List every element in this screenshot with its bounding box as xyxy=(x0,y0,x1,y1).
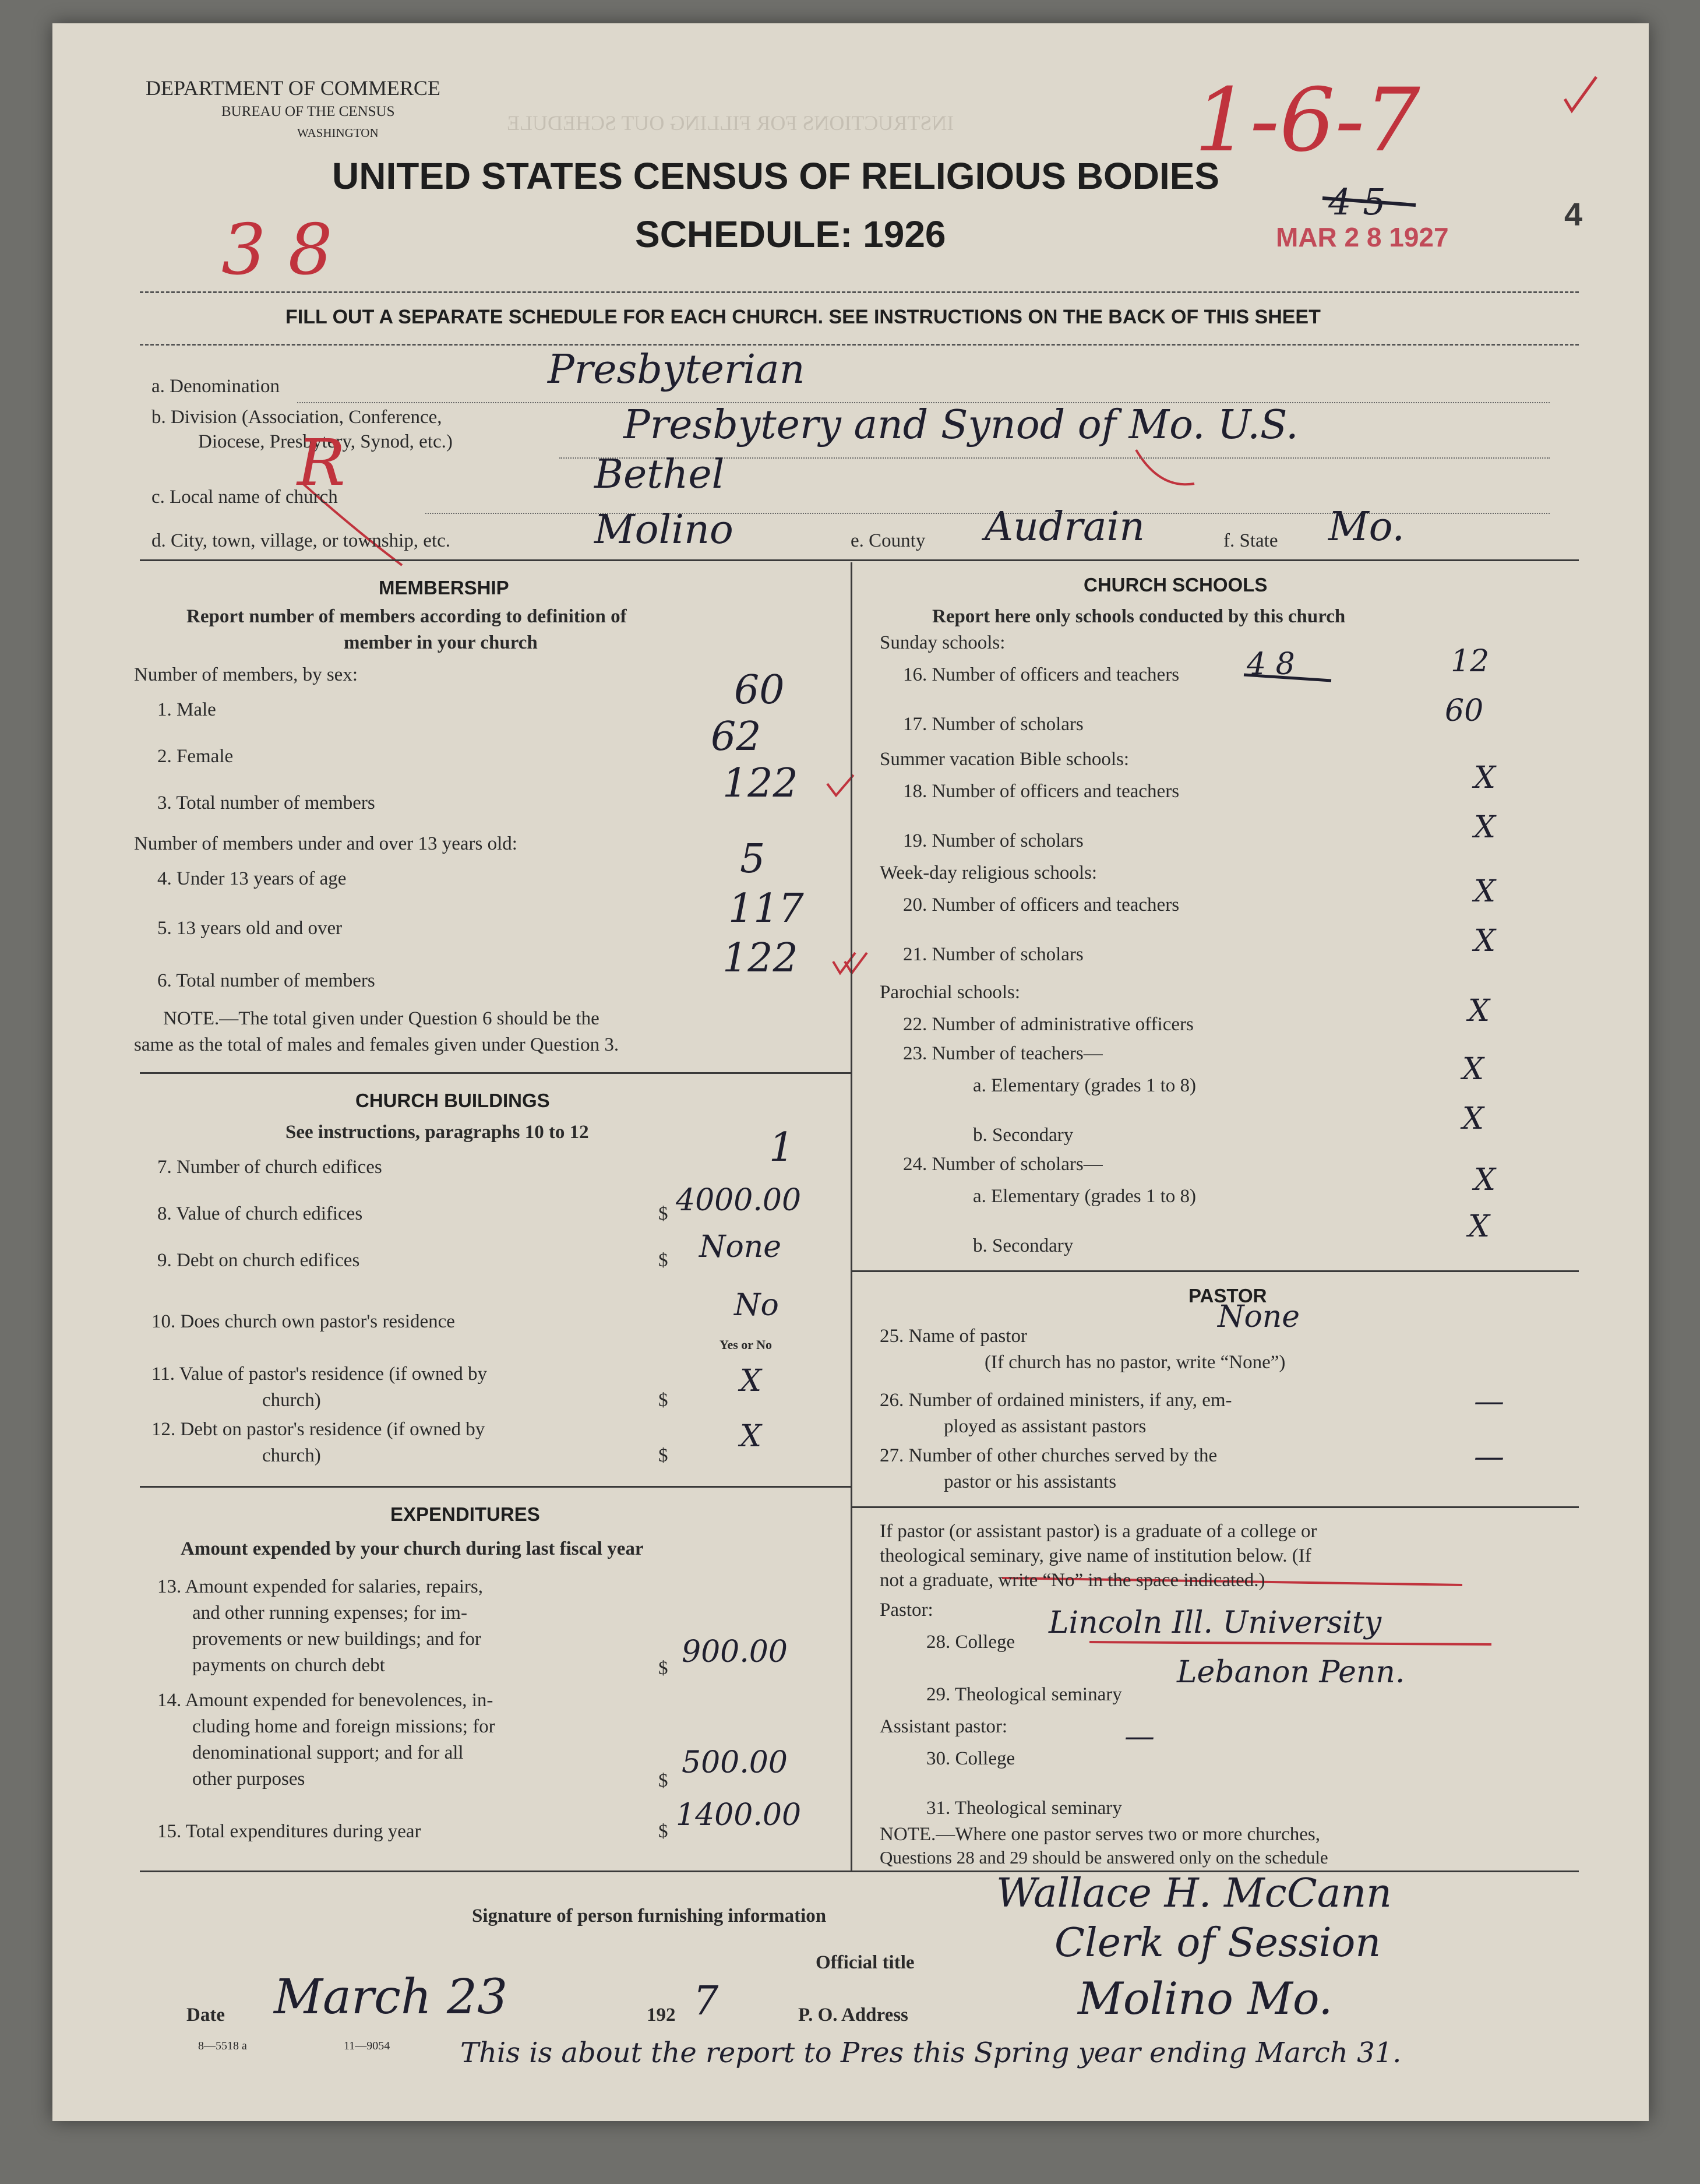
q13-value[interactable]: 900.00 xyxy=(682,1635,788,1669)
q17-label: 17. Number of scholars xyxy=(903,714,1084,735)
q24a-label: a. Elementary (grades 1 to 8) xyxy=(973,1186,1197,1207)
q9-value[interactable]: None xyxy=(699,1230,782,1264)
graduate-note-2: theological seminary, give name of institution below. (If xyxy=(880,1545,1311,1566)
q26-label-1: 26. Number of ordained ministers, if any, em- xyxy=(880,1390,1232,1411)
q16-struck-value: 4 8 xyxy=(1247,647,1295,682)
division-label-1: b. Division (Association, Conference, xyxy=(151,407,442,428)
corner-number: 4 xyxy=(1564,196,1583,233)
buildings-title: CHURCH BUILDINGS xyxy=(355,1090,550,1111)
q24-label: 24. Number of scholars— xyxy=(903,1154,1103,1175)
check-q3 xyxy=(827,775,853,795)
column-divider xyxy=(851,562,852,1871)
q13-label-1: 13. Amount expended for salaries, repairs, xyxy=(157,1576,484,1597)
q12-label-1: 12. Debt on pastor's residence (if owned by xyxy=(151,1419,485,1440)
red-division-underline xyxy=(1136,450,1194,484)
denomination-label: a. Denomination xyxy=(151,376,280,397)
q22-value[interactable]: X xyxy=(1468,994,1490,1028)
county-label: e. County xyxy=(851,530,926,551)
membership-note-2: same as the total of males and females given under Question 3. xyxy=(134,1034,619,1055)
q8-value[interactable]: 4000.00 xyxy=(676,1183,802,1218)
assistant-sub-label: Assistant pastor: xyxy=(880,1716,1008,1737)
q23a-value[interactable]: X xyxy=(1462,1052,1484,1087)
q24b-value[interactable]: X xyxy=(1468,1209,1490,1244)
date-value[interactable]: March 23 xyxy=(274,1970,508,2025)
q27-value[interactable]: — xyxy=(1474,1439,1504,1474)
q11-value[interactable]: X xyxy=(740,1364,762,1399)
q9-dollar: $ xyxy=(658,1250,668,1271)
po-address-value[interactable]: Molino Mo. xyxy=(1078,1972,1333,2024)
q29-value[interactable]: Lebanon Penn. xyxy=(1177,1655,1405,1690)
q30-value[interactable]: — xyxy=(1124,1719,1155,1754)
q26-value[interactable]: — xyxy=(1474,1384,1504,1419)
q23-label: 23. Number of teachers— xyxy=(903,1043,1103,1064)
identity-rule xyxy=(140,559,1579,561)
membership-note-1: NOTE.—The total given under Question 6 should be the xyxy=(163,1008,599,1029)
q15-dollar: $ xyxy=(658,1821,668,1842)
q1-label: 1. Male xyxy=(157,699,216,720)
hw-crossed-number: 4 5 xyxy=(1328,181,1386,223)
q10-value[interactable]: No xyxy=(734,1288,779,1323)
city-field-value[interactable]: Molino xyxy=(594,507,733,553)
q5-label: 5. 13 years old and over xyxy=(157,918,343,939)
po-address-label: P. O. Address xyxy=(798,2005,908,2026)
q9-label: 9. Debt on church edifices xyxy=(157,1250,360,1271)
q6-value[interactable]: 122 xyxy=(722,935,798,981)
schools-title: CHURCH SCHOOLS xyxy=(1084,574,1268,596)
q24a-value[interactable]: X xyxy=(1474,1163,1496,1197)
q12-label-2: church) xyxy=(262,1445,321,1466)
q25-value[interactable]: None xyxy=(1218,1299,1300,1334)
q19-value[interactable]: X xyxy=(1474,810,1496,845)
schedule-year: SCHEDULE: 1926 xyxy=(635,213,946,255)
signature-label: Signature of person furnishing information xyxy=(472,1905,827,1926)
q22-label: 22. Number of administrative officers xyxy=(903,1014,1194,1035)
header-rule-bottom xyxy=(140,344,1579,346)
q17-value[interactable]: 60 xyxy=(1445,693,1484,728)
check-q6 xyxy=(833,953,867,973)
county-value[interactable]: Audrain xyxy=(985,504,1145,550)
form-title: UNITED STATES CENSUS OF RELIGIOUS BODIES xyxy=(332,155,1220,197)
q28-value[interactable]: Lincoln Ill. University xyxy=(1049,1605,1382,1640)
q8-dollar: $ xyxy=(658,1203,668,1224)
schools-sub: Report here only schools conducted by this church xyxy=(932,606,1346,627)
summer-schools-label: Summer vacation Bible schools: xyxy=(880,749,1130,770)
q31-label: 31. Theological seminary xyxy=(926,1798,1122,1819)
q18-value[interactable]: X xyxy=(1474,760,1496,795)
division-red-mark: R xyxy=(297,425,345,500)
hw-left-number: 3 8 xyxy=(221,210,333,291)
q11-label-1: 11. Value of pastor's residence (if owned by xyxy=(151,1364,487,1385)
denomination-value[interactable]: Presbyterian xyxy=(548,347,805,393)
local-name-value[interactable]: Bethel xyxy=(594,452,725,498)
q30-label: 30. College xyxy=(926,1748,1015,1769)
q26-label-2: ployed as assistant pastors xyxy=(944,1416,1147,1437)
q4-value[interactable]: 5 xyxy=(740,836,766,882)
state-label: f. State xyxy=(1223,530,1278,551)
official-title-value[interactable]: Clerk of Session xyxy=(1054,1920,1381,1966)
q8-label: 8. Value of church edifices xyxy=(157,1203,363,1224)
city-label: WASHINGTON xyxy=(297,126,379,140)
q15-label: 15. Total expenditures during year xyxy=(157,1821,421,1842)
q4-label: 4. Under 13 years of age xyxy=(157,868,347,889)
weekday-schools-label: Week-day religious schools: xyxy=(880,862,1098,883)
membership-title: MEMBERSHIP xyxy=(379,577,509,598)
local-name-label: c. Local name of church xyxy=(151,487,338,508)
division-value[interactable]: Presbytery and Synod of Mo. U.S. xyxy=(623,402,1299,448)
q20-label: 20. Number of officers and teachers xyxy=(903,894,1180,915)
q3-label: 3. Total number of members xyxy=(157,792,375,813)
q29-label: 29. Theological seminary xyxy=(926,1684,1122,1705)
q13-label-4: payments on church debt xyxy=(192,1655,385,1676)
instruction-banner: FILL OUT A SEPARATE SCHEDULE FOR EACH CHURCH. SEE INSTRUCTIONS ON THE BACK OF THIS SHEET xyxy=(285,306,1321,328)
expenditures-sub: Amount expended by your church during last fiscal year xyxy=(181,1538,644,1559)
pastor-sub-label: Pastor: xyxy=(880,1600,933,1621)
q19-label: 19. Number of scholars xyxy=(903,830,1084,851)
q20-value[interactable]: X xyxy=(1474,874,1496,909)
strike-seminary xyxy=(1089,1642,1491,1644)
q7-label: 7. Number of church edifices xyxy=(157,1157,382,1178)
census-schedule-form xyxy=(52,23,1649,2121)
graduate-note-1: If pastor (or assistant pastor) is a graduate of a college or xyxy=(880,1521,1317,1542)
membership-sub-2: member in your church xyxy=(344,632,538,653)
q16-value[interactable]: 12 xyxy=(1451,644,1490,679)
q24b-label: b. Secondary xyxy=(973,1235,1074,1256)
print-number: 11—9054 xyxy=(344,2039,390,2052)
q14-label-1: 14. Amount expended for benevolences, in- xyxy=(157,1690,493,1711)
q15-value[interactable]: 1400.00 xyxy=(676,1798,802,1833)
year-value[interactable]: 7 xyxy=(693,1978,719,2024)
buildings-sub: See instructions, paragraphs 10 to 12 xyxy=(285,1122,589,1143)
pastor-note-2: Questions 28 and 29 should be answered only on the schedule xyxy=(880,1847,1328,1868)
q2-label: 2. Female xyxy=(157,746,234,767)
q14-label-2: cluding home and foreign missions; for xyxy=(192,1716,495,1737)
q23b-value[interactable]: X xyxy=(1462,1101,1484,1136)
division-label-2: Diocese, Presbytery, Synod, etc.) xyxy=(198,431,453,452)
q13-label-3: provements or new buildings; and for xyxy=(192,1629,481,1650)
official-title-label: Official title xyxy=(816,1952,915,1973)
sunday-schools-label: Sunday schools: xyxy=(880,632,1006,653)
q14-value[interactable]: 500.00 xyxy=(682,1745,788,1780)
hw-top-right-code: 1-6-7 xyxy=(1194,70,1420,171)
expenditures-title: EXPENDITURES xyxy=(390,1503,540,1525)
signature-value[interactable]: Wallace H. McCann xyxy=(996,1871,1392,1917)
bottom-handwritten-note: This is about the report to Pres this Spring year ending March 31. xyxy=(460,2037,1402,2069)
red-check-top-right xyxy=(1565,77,1596,111)
q25-note: (If church has no pastor, write “None”) xyxy=(985,1352,1286,1373)
q13-dollar: $ xyxy=(658,1658,668,1679)
q23a-label: a. Elementary (grades 1 to 8) xyxy=(973,1075,1197,1096)
q11-dollar: $ xyxy=(658,1390,668,1411)
q21-value[interactable]: X xyxy=(1474,924,1496,959)
q10-label: 10. Does church own pastor's residence xyxy=(151,1311,455,1332)
pastor-note-1: NOTE.—Where one pastor serves two or more churches, xyxy=(880,1824,1320,1845)
q5-value[interactable]: 117 xyxy=(728,886,804,932)
q18-label: 18. Number of officers and teachers xyxy=(903,781,1180,802)
pastor-title: PASTOR xyxy=(1188,1285,1267,1306)
q16-label: 16. Number of officers and teachers xyxy=(903,664,1180,685)
city-field-label: d. City, town, village, or township, etc. xyxy=(151,530,450,551)
members-by-age-label: Number of members under and over 13 years old: xyxy=(134,833,517,854)
form-number: 8—5518 a xyxy=(198,2039,247,2052)
graduate-note-3: not a graduate, write “No” in the space indicated.) xyxy=(880,1570,1265,1591)
q7-value[interactable]: 1 xyxy=(769,1125,795,1171)
q6-label: 6. Total number of members xyxy=(157,970,375,991)
q25-label: 25. Name of pastor xyxy=(880,1326,1027,1347)
parochial-schools-label: Parochial schools: xyxy=(880,982,1021,1003)
q2-value[interactable]: 62 xyxy=(711,714,761,760)
yes-no-hint: Yes or No xyxy=(719,1337,773,1352)
q3-value[interactable]: 122 xyxy=(722,760,798,806)
members-by-sex-label: Number of members, by sex: xyxy=(134,664,358,685)
q27-label-2: pastor or his assistants xyxy=(944,1471,1117,1492)
received-stamp: MAR 2 8 1927 xyxy=(1276,222,1449,252)
q12-dollar: $ xyxy=(658,1445,668,1466)
year-prefix: 192 xyxy=(647,2005,676,2026)
q1-value[interactable]: 60 xyxy=(734,667,785,713)
q13-label-2: and other running expenses; for im- xyxy=(192,1602,467,1623)
q11-label-2: church) xyxy=(262,1390,321,1411)
q28-label: 28. College xyxy=(926,1632,1015,1653)
q23b-label: b. Secondary xyxy=(973,1125,1074,1146)
bureau-label: BUREAU OF THE CENSUS xyxy=(221,104,395,119)
q14-label-4: other purposes xyxy=(192,1769,305,1790)
date-label: Date xyxy=(186,2005,225,2026)
q14-dollar: $ xyxy=(658,1770,668,1791)
q12-value[interactable]: X xyxy=(740,1419,762,1454)
bleed-through-heading: INSTRUCTIONS FOR FILLING OUT SCHEDULE xyxy=(507,111,954,135)
q27-label-1: 27. Number of other churches served by the xyxy=(880,1445,1218,1466)
q14-label-3: denominational support; and for all xyxy=(192,1742,464,1763)
header-rule-top xyxy=(140,291,1579,293)
q21-label: 21. Number of scholars xyxy=(903,944,1084,965)
state-value[interactable]: Mo. xyxy=(1328,504,1405,550)
dept-label: DEPARTMENT OF COMMERCE xyxy=(146,76,440,100)
membership-sub-1: Report number of members according to definition of xyxy=(186,606,627,627)
